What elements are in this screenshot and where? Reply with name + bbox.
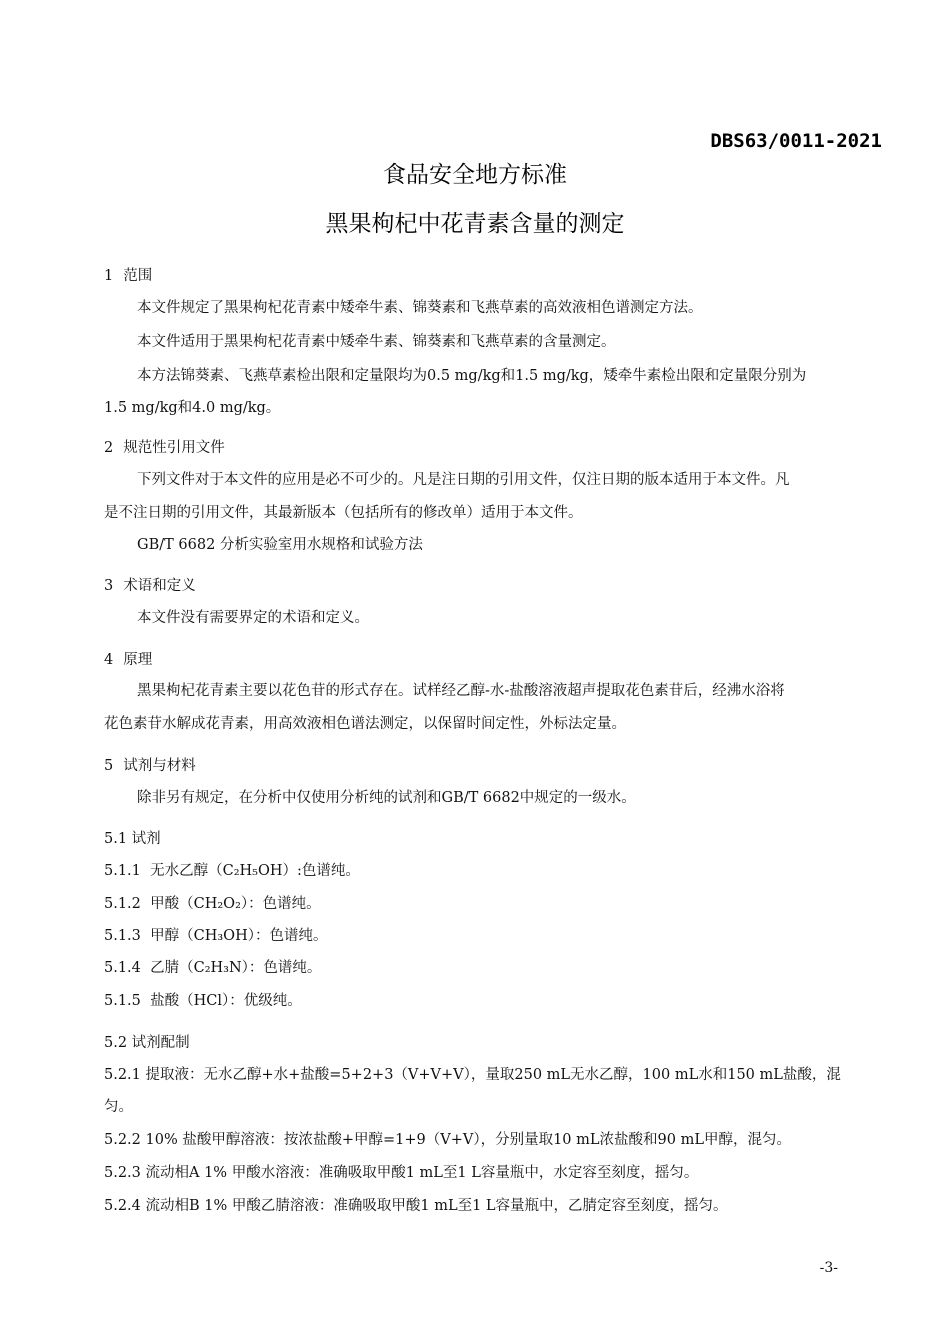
section-2-title: 规范性引用文件: [123, 440, 225, 456]
reagent-prep-5-2-1-line-2: 匀。: [104, 1099, 133, 1115]
reagent-prep-5-2-1-line-1: 5.2.1 提取液：无水乙醇+水+盐酸=5+2+3（V+V+V），量取250 mL无水乙醇，100 mL水和150 mL盐酸，混: [104, 1067, 841, 1083]
section-2-reference: GB/T 6682 分析实验室用水规格和试验方法: [137, 537, 423, 553]
reagent-prep-5-2-2: 5.2.2 10% 盐酸甲醇溶液：按浓盐酸+甲醇=1+9（V+V），分别量取10 mL浓盐酸和90 mL甲醇，混匀。: [104, 1132, 791, 1148]
section-5-2-heading: 5.2 试剂配制: [104, 1035, 190, 1051]
reagent-item: [104, 991, 302, 1011]
section-3-paragraph: 本文件没有需要界定的术语和定义。: [137, 610, 369, 626]
reagent-item-text: 甲酸（CH₂O₂）：色谱纯。: [150, 896, 321, 912]
section-5-paragraph: 除非另有规定，在分析中仅使用分析纯的试剂和GB/T 6682中规定的一级水。: [137, 790, 636, 806]
reagent-item: [104, 958, 321, 978]
section-1-title: 范围: [123, 268, 153, 284]
section-3-number: 3: [104, 578, 114, 594]
section-1-paragraph-1: 本文件规定了黑果枸杞花青素中矮牵牛素、锦葵素和飞燕草素的高效液相色谱测定方法。: [137, 300, 703, 316]
document-title-line2: 黑果枸杞中花青素含量的测定: [325, 211, 625, 237]
section-4-number: 4: [104, 652, 114, 668]
reagent-item-number: 5.1.2: [104, 896, 141, 912]
reagent-item-number: 5.1.4: [104, 960, 141, 976]
section-3-heading: [104, 576, 196, 596]
reagent-item-number: 5.1.3: [104, 928, 141, 944]
section-5-title: 试剂与材料: [123, 758, 196, 774]
section-2-paragraph-line-2: 是不注日期的引用文件，其最新版本（包括所有的修改单）适用于本文件。: [104, 505, 583, 521]
section-5-number: 5: [104, 758, 114, 774]
section-1-heading: [104, 266, 152, 286]
section-4-paragraph-line-2: 花色素苷水解成花青素，用高效液相色谱法测定，以保留时间定性，外标法定量。: [104, 716, 626, 732]
section-5-heading: [104, 756, 196, 776]
page-number: -3-: [819, 1260, 838, 1276]
reagent-item-text: 盐酸（HCl）：优级纯。: [150, 993, 302, 1009]
section-1-paragraph-3-line-2: 1.5 mg/kg和4.0 mg/kg。: [104, 400, 281, 416]
reagent-item-text: 无水乙醇（C₂H₅OH）:色谱纯。: [150, 863, 360, 879]
section-4-title: 原理: [123, 652, 153, 668]
reagent-item-text: 乙腈（C₂H₃N）：色谱纯。: [150, 960, 322, 976]
reagent-item: [104, 926, 327, 946]
reagent-item: [104, 894, 321, 914]
reagent-item: [104, 861, 360, 881]
reagent-item-number: 5.1.1: [104, 863, 141, 879]
section-2-heading: [104, 438, 225, 458]
section-2-paragraph-line-1: 下列文件对于本文件的应用是必不可少的。凡是注日期的引用文件，仅注日期的版本适用于本文件。凡: [137, 472, 790, 488]
section-5-1-heading: 5.1 试剂: [104, 831, 161, 847]
section-2-number: 2: [104, 440, 114, 456]
section-3-title: 术语和定义: [123, 578, 196, 594]
reagent-item-text: 甲醇（CH₃OH）：色谱纯。: [150, 928, 328, 944]
section-4-heading: [104, 650, 152, 670]
reagent-prep-5-2-3: 5.2.3 流动相A 1% 甲酸水溶液：准确吸取甲酸1 mL至1 L容量瓶中，水定容至刻度，摇匀。: [104, 1165, 699, 1181]
section-1-number: 1: [104, 268, 114, 284]
reagent-item-number: 5.1.5: [104, 993, 141, 1009]
section-1-paragraph-2: 本文件适用于黑果枸杞花青素中矮牵牛素、锦葵素和飞燕草素的含量测定。: [137, 334, 616, 350]
standard-code: DBS63/0011-2021: [710, 130, 882, 152]
document-title-line1: 食品安全地方标准: [383, 162, 567, 188]
reagent-prep-5-2-4: 5.2.4 流动相B 1% 甲酸乙腈溶液：准确吸取甲酸1 mL至1 L容量瓶中，乙腈定容至刻度，摇匀。: [104, 1198, 728, 1214]
section-4-paragraph-line-1: 黑果枸杞花青素主要以花色苷的形式存在。试样经乙醇-水-盐酸溶液超声提取花色素苷后，经沸水浴将: [137, 683, 785, 699]
section-1-paragraph-3-line-1: 本方法锦葵素、飞燕草素检出限和定量限均为0.5 mg/kg和1.5 mg/kg，矮牵牛素检出限和定量限分别为: [137, 368, 807, 384]
